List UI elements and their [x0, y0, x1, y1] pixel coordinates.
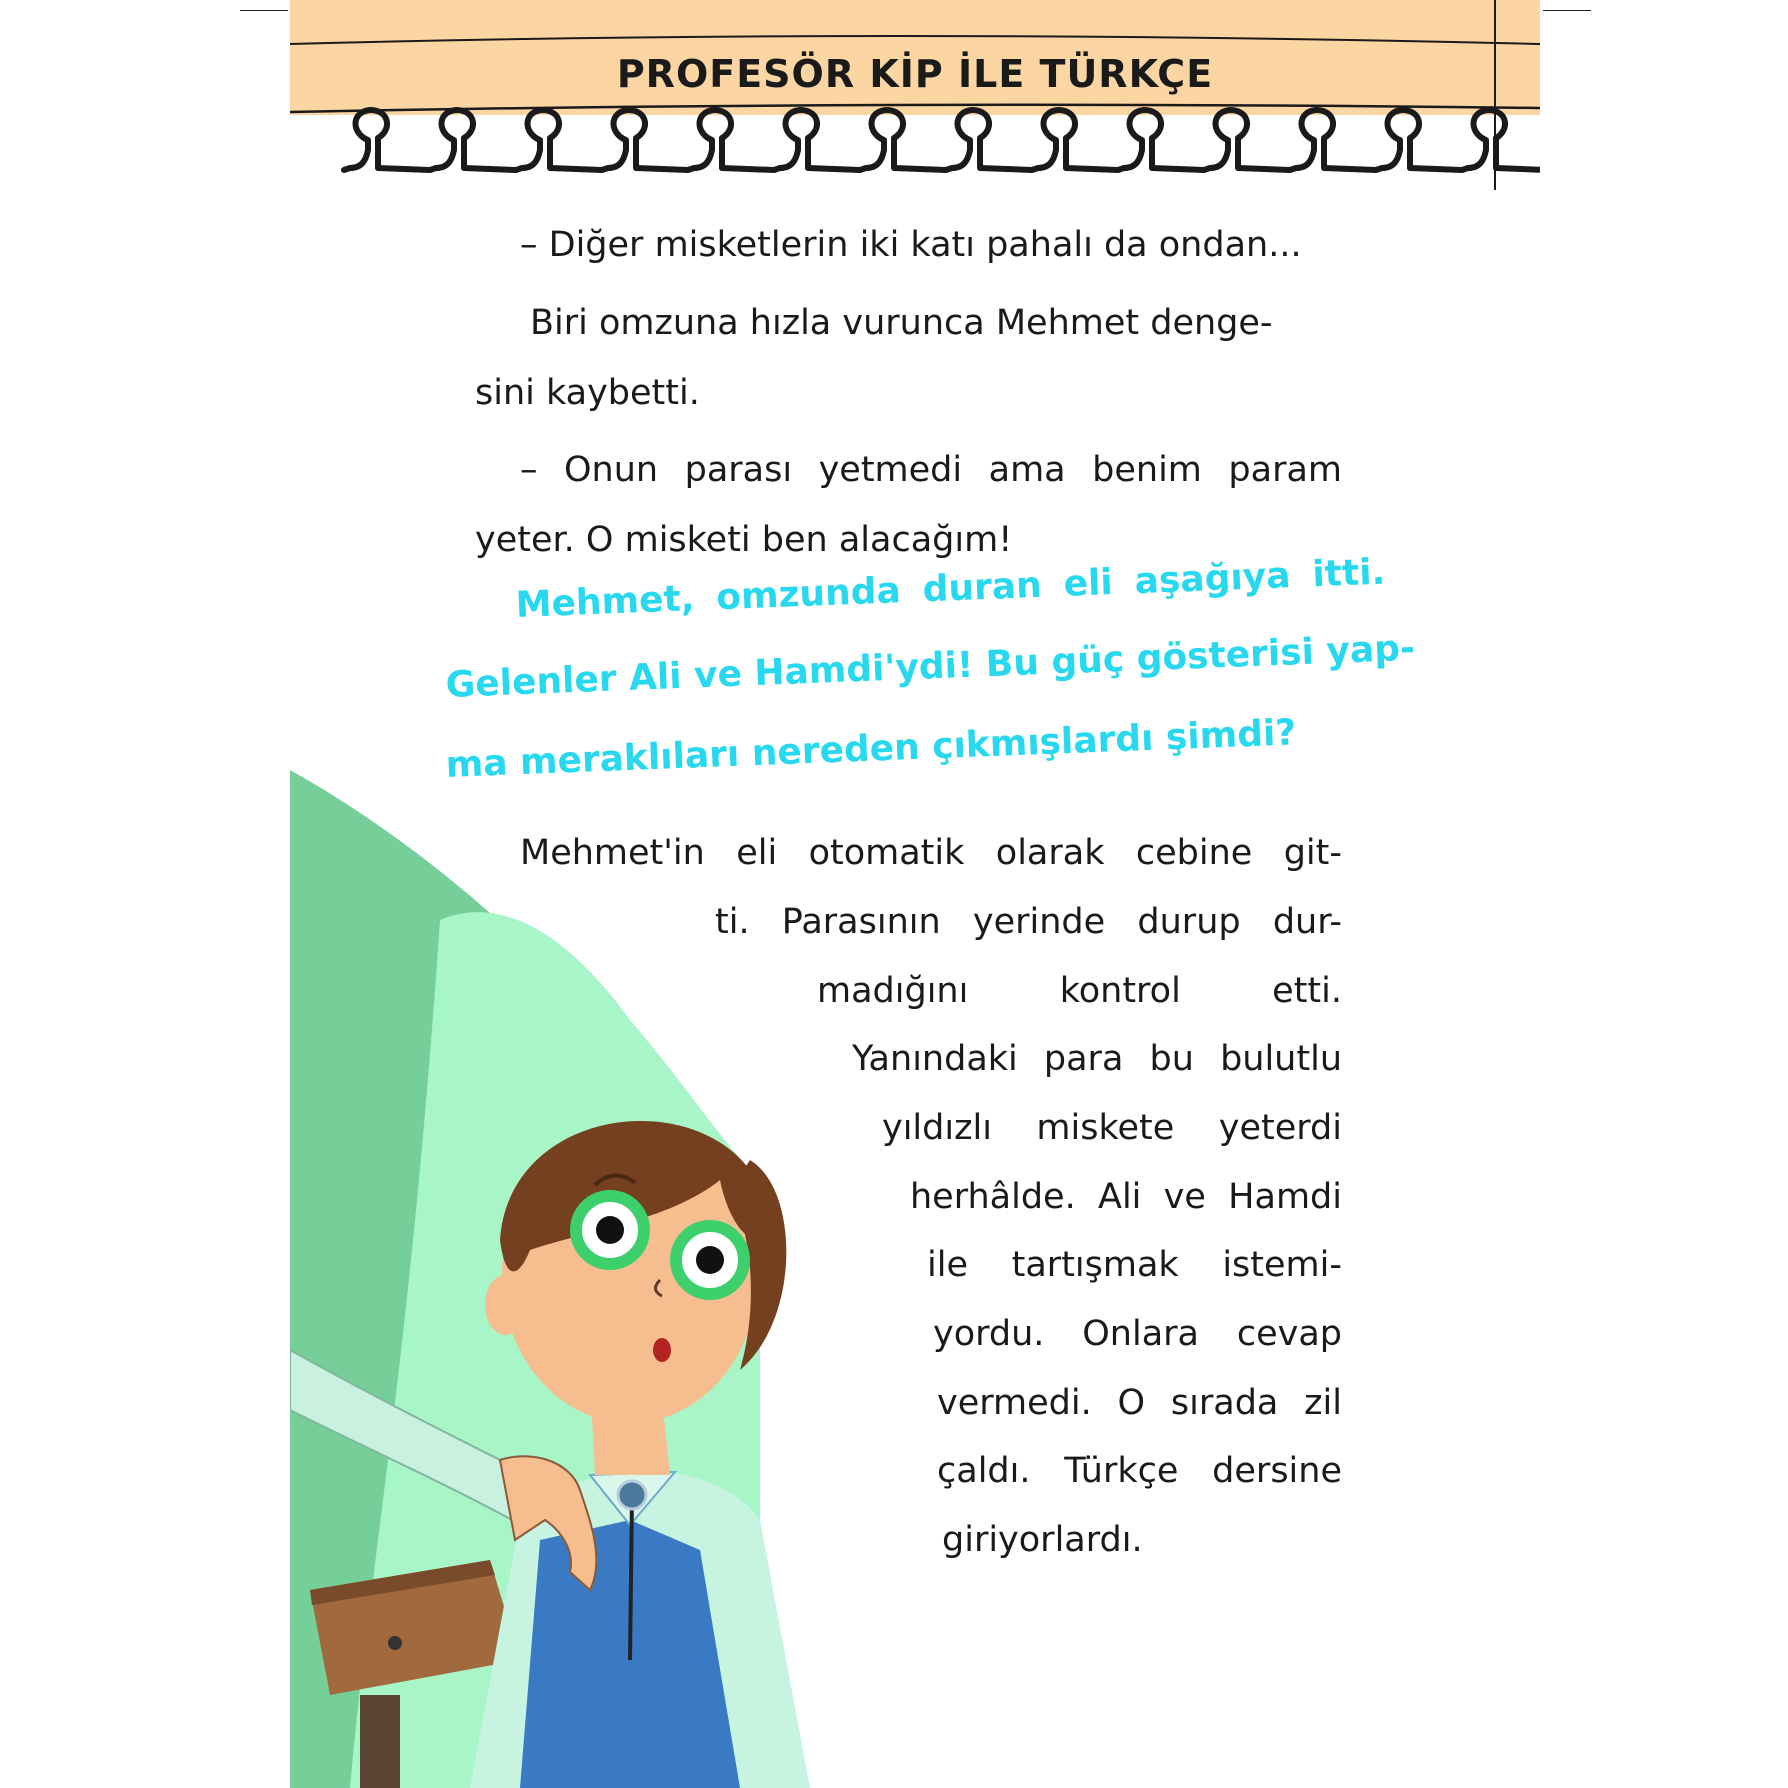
spiral-ring: [1204, 110, 1290, 170]
wrap-line-10: çaldı. Türkçe dersine: [937, 1451, 1342, 1491]
spiral-ring-hole: [622, 117, 634, 129]
boy-mouth: [653, 1338, 671, 1362]
spiral-ring-hole: [708, 117, 720, 129]
spiral-ring-hole: [1224, 117, 1236, 129]
spiral-ring-hole: [1482, 117, 1494, 129]
story-line-1: – Diğer misketlerin iki katı pahalı da ondan...: [520, 225, 1302, 265]
boy-ear-left: [485, 1275, 525, 1335]
spiral-ring-hole: [880, 117, 892, 129]
header-title: PROFESÖR KİP İLE TÜRKÇE: [616, 52, 1214, 96]
spiral-ring-hole: [1052, 117, 1064, 129]
wrap-line-3: madığını kontrol etti.: [817, 971, 1342, 1011]
spiral-ring-hole: [966, 117, 978, 129]
wrap-line-9: vermedi. O sırada zil: [937, 1383, 1342, 1423]
wrap-line-8: yordu. Onlara cevap: [933, 1314, 1342, 1354]
spiral-ring-hole: [1310, 117, 1322, 129]
spiral-ring: [1290, 110, 1376, 170]
spiral-ring: [344, 110, 430, 170]
bolo-tie-clasp: [618, 1481, 646, 1509]
spiral-ring: [1376, 110, 1462, 170]
spiral-ring-hole: [1138, 117, 1150, 129]
boy-pupil-right: [696, 1246, 724, 1274]
book-page: [290, 0, 1540, 1788]
wrap-line-1: Mehmet'in eli otomatik olarak cebine git-: [520, 833, 1342, 873]
wrap-line-4: Yanındaki para bu bulutlu: [852, 1039, 1342, 1079]
crop-mark-left: [240, 10, 288, 11]
highlight-line-2: Gelenler Ali ve Hamdi'ydi! Bu güç gösterisi yap-: [445, 627, 1416, 706]
wrap-line-11: giriyorlardı.: [942, 1520, 1143, 1560]
spiral-ring-hole: [536, 117, 548, 129]
chair-leg: [360, 1695, 400, 1788]
wrap-line-6: herhâlde. Ali ve Hamdi: [910, 1177, 1342, 1217]
spiral-ring: [1032, 110, 1118, 170]
spiral-ring-hole: [794, 117, 806, 129]
chair-screw: [388, 1636, 402, 1650]
bolo-tie: [630, 1495, 632, 1660]
story-para-2-line-2: sini kaybetti.: [475, 373, 700, 413]
spiral-ring: [430, 110, 516, 170]
spiral-ring-hole: [1396, 117, 1408, 129]
wrap-line-7: ile tartışmak istemi-: [927, 1245, 1342, 1285]
story-para-2-line-1: Biri omzuna hızla vurunca Mehmet denge-: [530, 303, 1273, 343]
boy-pupil-left: [596, 1216, 624, 1244]
wrap-line-5: yıldızlı miskete yeterdi: [882, 1108, 1342, 1148]
spiral-ring: [1462, 110, 1540, 170]
story-para-3-line-1: – Onun parası yetmedi ama benim param: [520, 450, 1342, 490]
spiral-ring: [602, 110, 688, 170]
spiral-ring: [774, 110, 860, 170]
story-para-3-line-2: yeter. O misketi ben alacağım!: [475, 520, 1013, 560]
wrap-line-2: ti. Parasının yerinde durup dur-: [715, 902, 1342, 942]
spiral-ring: [688, 110, 774, 170]
spiral-ring: [946, 110, 1032, 170]
spiral-ring-hole: [364, 117, 376, 129]
crop-mark-right: [1543, 10, 1591, 11]
spiral-ring: [516, 110, 602, 170]
spiral-ring-hole: [450, 117, 462, 129]
spiral-rings: [344, 110, 1540, 170]
highlight-line-3: ma meraklıları nereden çıkmışlardı şimdi?: [445, 712, 1297, 786]
spiral-ring: [1118, 110, 1204, 170]
notebook-header-banner: [290, 0, 1540, 195]
highlight-line-1: Mehmet, omzunda duran eli aşağıya itti.: [515, 551, 1386, 626]
spiral-ring: [860, 110, 946, 170]
